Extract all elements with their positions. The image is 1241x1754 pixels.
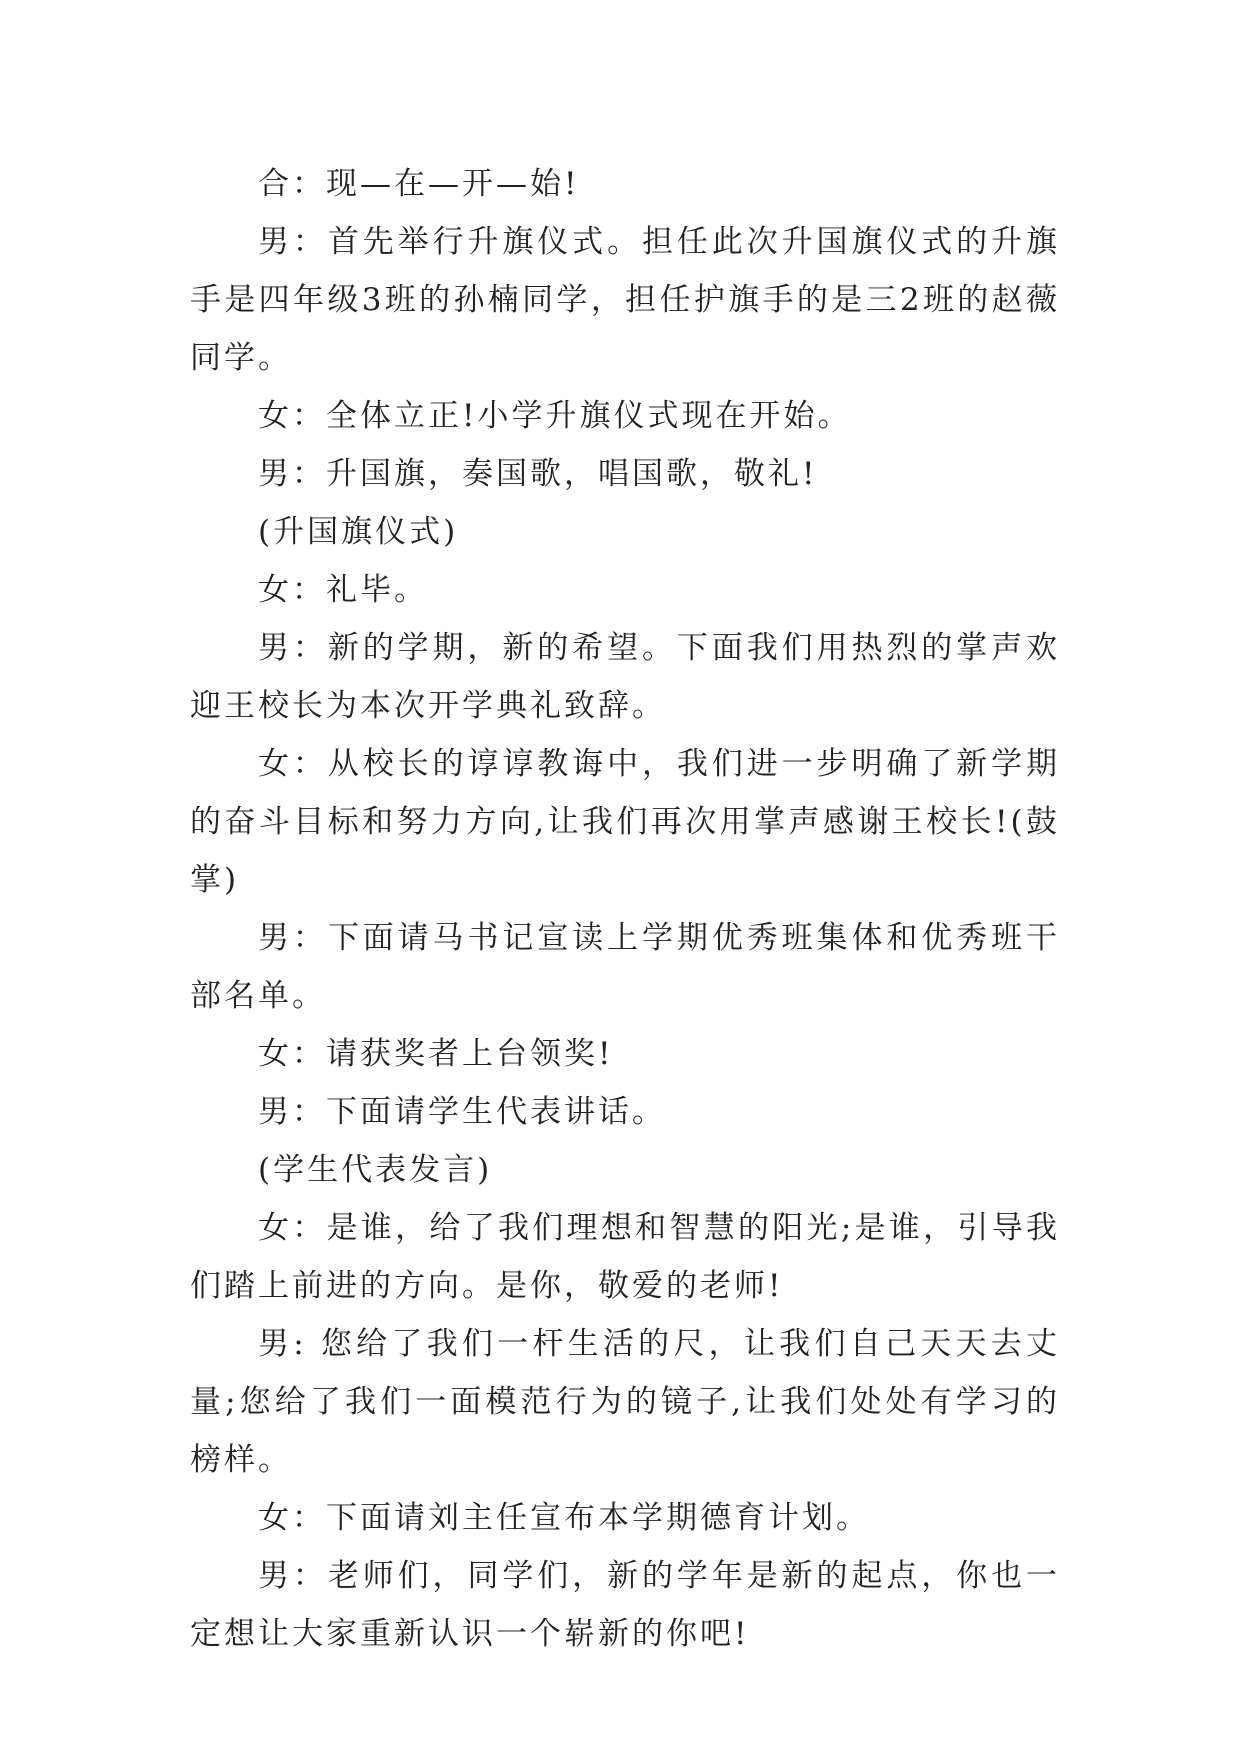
paragraph-1: 合：现—在—开—始!	[258, 166, 580, 202]
paragraph-6: 女：礼毕。	[258, 572, 428, 608]
paragraph-12: (学生代表发言)	[258, 1152, 493, 1188]
paragraph-7: 男：新的学期，新的希望。下面我们用热烈的掌声欢迎王校长为本次开学典礼致辞。	[190, 630, 1060, 724]
document-body	[190, 155, 1060, 1663]
paragraph-5: (升国旗仪式)	[258, 514, 459, 550]
paragraph-14: 男: 您给了我们一杆生活的尺，让我们自己天天去丈量;您给了我们一面模范行为的镜子,让我们处处有学习的榜样。	[190, 1326, 1060, 1478]
paragraph-8: 女：从校长的谆谆教诲中，我们进一步明确了新学期的奋斗目标和努力方向,让我们再次用掌声感谢王校长!(鼓掌)	[190, 746, 1060, 898]
paragraph-15: 女：下面请刘主任宣布本学期德育计划。	[258, 1500, 870, 1536]
paragraph-3: 女：全体立正!小学升旗仪式现在开始。	[258, 398, 852, 434]
paragraph-16: 男：老师们，同学们，新的学年是新的起点，你也一定想让大家重新认识一个崭新的你吧!	[190, 1558, 1060, 1652]
paragraph-11: 男：下面请学生代表讲话。	[258, 1094, 666, 1130]
paragraph-2: 男：首先举行升旗仪式。担任此次升国旗仪式的升旗手是四年级3班的孙楠同学，担任护旗手的是三2班的赵薇同学。	[190, 224, 1060, 376]
paragraph-13: 女：是谁，给了我们理想和智慧的阳光;是谁，引导我们踏上前进的方向。是你，敬爱的老师!	[190, 1210, 1060, 1304]
paragraph-10: 女：请获奖者上台领奖!	[258, 1036, 614, 1072]
paragraph-4: 男：升国旗，奏国歌，唱国歌，敬礼!	[258, 456, 818, 492]
paragraph-9: 男：下面请马书记宣读上学期优秀班集体和优秀班干部名单。	[190, 920, 1060, 1014]
